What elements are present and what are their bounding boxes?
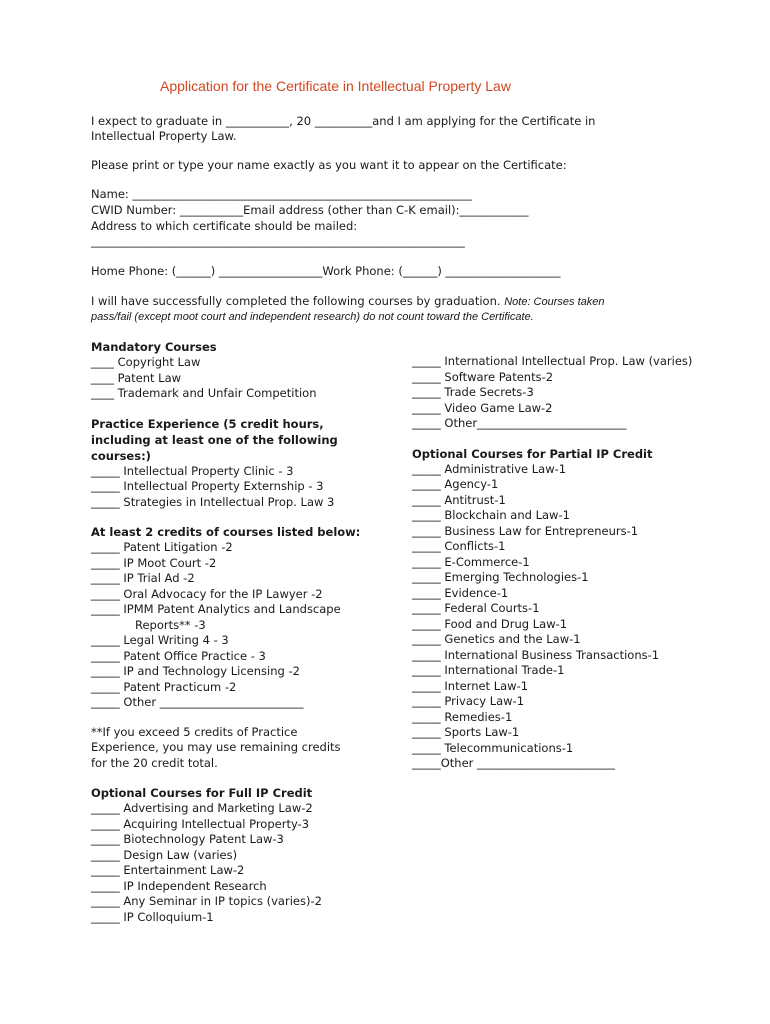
course-checkline[interactable]: _____ Internet Law-1 — [412, 678, 529, 693]
course-checkline[interactable]: _____ Privacy Law-1 — [412, 694, 525, 708]
course-checkline[interactable]: _____ Blockchain and Law-1 — [412, 508, 570, 522]
course-checkline[interactable]: _____ Other _________________________ — [91, 695, 304, 709]
mandatory-courses-heading: Mandatory Courses — [91, 340, 217, 354]
course-checkline[interactable]: _____ Software Patents-2 — [412, 369, 554, 384]
course-checkline[interactable]: _____ Administrative Law-1 — [412, 461, 567, 476]
course-checkline[interactable]: _____ Biotechnology Patent Law-3 — [91, 832, 284, 846]
course-checkline[interactable]: _____ Patent Litigation -2 — [91, 540, 233, 554]
course-checkline[interactable]: _____ International Intellectual Prop. Law (varies) — [412, 354, 693, 368]
practice-experience-heading: including at least one of the following — [91, 432, 338, 447]
course-checkline[interactable]: _____Other ________________________ — [412, 756, 616, 770]
address-field[interactable]: _________________________________________________________________ — [91, 234, 465, 248]
course-checkline[interactable]: _____ Any Seminar in IP topics (varies)-2 — [91, 894, 322, 908]
optional-partial-credit-list — [412, 462, 732, 772]
print-instruction: Please print or type your name exactly as you want it to appear on the Certificate: — [91, 158, 567, 172]
optional-partial-credit-heading: Optional Courses for Partial IP Credit — [412, 446, 653, 461]
cwid-email-field[interactable]: CWID Number: ___________Email address (other than C-K email):____________ — [91, 203, 529, 217]
continued-courses-list — [412, 354, 732, 432]
course-checkline[interactable]: _____ Patent Office Practice - 3 — [91, 648, 266, 663]
completion-note-continued: pass/fail (except moot court and independent research) do not count toward the Certificate. — [91, 311, 534, 323]
course-checkline[interactable]: _____ Intellectual Property Externship - 3 — [91, 479, 324, 493]
course-checkline[interactable]: _____ Agency-1 — [412, 477, 499, 491]
course-checkline[interactable]: _____ Oral Advocacy for the IP Lawyer -2 — [91, 586, 323, 601]
course-checkline[interactable]: _____ IP Moot Court -2 — [91, 555, 217, 570]
course-checkline[interactable]: _____ Patent Practicum -2 — [91, 679, 237, 694]
course-checkline[interactable]: _____ Business Law for Entrepreneurs-1 — [412, 523, 639, 538]
course-checkline[interactable]: _____ Acquiring Intellectual Property-3 — [91, 816, 310, 831]
course-checkline[interactable]: _____ Emerging Technologies-1 — [412, 570, 589, 584]
graduation-line: I expect to graduate in ___________, 20 __________and I am applying for the Certificate in — [91, 114, 596, 128]
course-checkline[interactable]: ____ Patent Law — [91, 370, 182, 385]
footnote-line: for the 20 credit total. — [91, 755, 218, 770]
course-checkline[interactable]: _____ E-Commerce-1 — [412, 554, 530, 569]
form-title: Application for the Certificate in Intellectual Property Law — [160, 78, 511, 94]
course-checkline[interactable]: _____ Advertising and Marketing Law-2 — [91, 801, 313, 815]
course-checkline[interactable]: _____ International Trade-1 — [412, 663, 565, 677]
practice-experience-heading: Practice Experience (5 credit hours, — [91, 416, 324, 431]
course-checkline[interactable]: _____ Trade Secrets-3 — [412, 385, 534, 399]
course-checkline[interactable]: ____ Trademark and Unfair Competition — [91, 386, 317, 400]
left-column — [91, 339, 391, 925]
practice-footnote — [91, 725, 391, 772]
course-checkline[interactable]: _____ Genetics and the Law-1 — [412, 632, 581, 646]
completion-statement — [91, 294, 604, 310]
practice-experience-heading: courses:) — [91, 448, 151, 463]
name-field[interactable]: Name: ___________________________________________________________ — [91, 187, 472, 201]
practice-experience-list — [91, 464, 391, 511]
course-checkline[interactable]: _____ International Business Transactions-1 — [412, 647, 660, 662]
footnote-line: **If you exceed 5 credits of Practice — [91, 724, 298, 739]
course-checkline[interactable]: _____ Video Game Law-2 — [412, 400, 553, 415]
course-checkline[interactable]: _____ Strategies in Intellectual Prop. Law 3 — [91, 494, 335, 509]
two-credits-list — [91, 540, 391, 711]
completion-text: I will have successfully completed the following courses by graduation. — [91, 294, 501, 308]
optional-full-credit-heading: Optional Courses for Full IP Credit — [91, 786, 313, 800]
phone-fields[interactable]: Home Phone: (______) __________________Work Phone: (______) ____________________ — [91, 264, 561, 278]
course-checkline[interactable]: _____ Food and Drug Law-1 — [412, 616, 568, 631]
course-checkline[interactable]: _____ Intellectual Property Clinic - 3 — [91, 463, 294, 478]
address-label: Address to which certificate should be mailed: — [91, 219, 358, 233]
course-checkline[interactable]: _____ IP Colloquium-1 — [91, 909, 214, 924]
two-credits-heading: At least 2 credits of courses listed below: — [91, 525, 361, 539]
right-column — [412, 354, 732, 772]
course-checkline[interactable]: _____ Evidence-1 — [412, 585, 509, 600]
course-checkline[interactable]: _____ IP Independent Research — [91, 878, 267, 893]
course-checkline[interactable]: _____ Telecommunications-1 — [412, 740, 574, 755]
course-checkline[interactable]: _____ Remedies-1 — [412, 709, 513, 724]
course-checkline[interactable]: _____ IP Trial Ad -2 — [91, 571, 195, 585]
course-checkline[interactable]: _____ Antitrust-1 — [412, 492, 506, 507]
course-checkline[interactable]: _____ Other__________________________ — [412, 416, 627, 430]
course-checkline[interactable]: _____ Entertainment Law-2 — [91, 863, 245, 877]
course-checkline[interactable]: _____ Design Law (varies) — [91, 847, 238, 862]
course-checkline[interactable]: _____ Conflicts-1 — [412, 539, 506, 553]
course-checkline[interactable]: _____ IP and Technology Licensing -2 — [91, 664, 300, 678]
course-checkline[interactable]: ____ Copyright Law — [91, 355, 201, 369]
graduation-line-continued: Intellectual Property Law. — [91, 129, 237, 143]
completion-note: Note: Courses taken — [504, 296, 605, 308]
optional-full-credit-list — [91, 801, 391, 925]
footnote-line: Experience, you may use remaining credits — [91, 740, 341, 754]
course-checkline-continued: Reports** -3 — [135, 617, 206, 632]
mandatory-courses-list — [91, 355, 391, 402]
course-checkline[interactable]: _____ IPMM Patent Analytics and Landscape — [91, 602, 341, 616]
course-checkline[interactable]: _____ Legal Writing 4 - 3 — [91, 633, 229, 647]
course-checkline[interactable]: _____ Sports Law-1 — [412, 725, 520, 739]
course-checkline[interactable]: _____ Federal Courts-1 — [412, 601, 540, 615]
